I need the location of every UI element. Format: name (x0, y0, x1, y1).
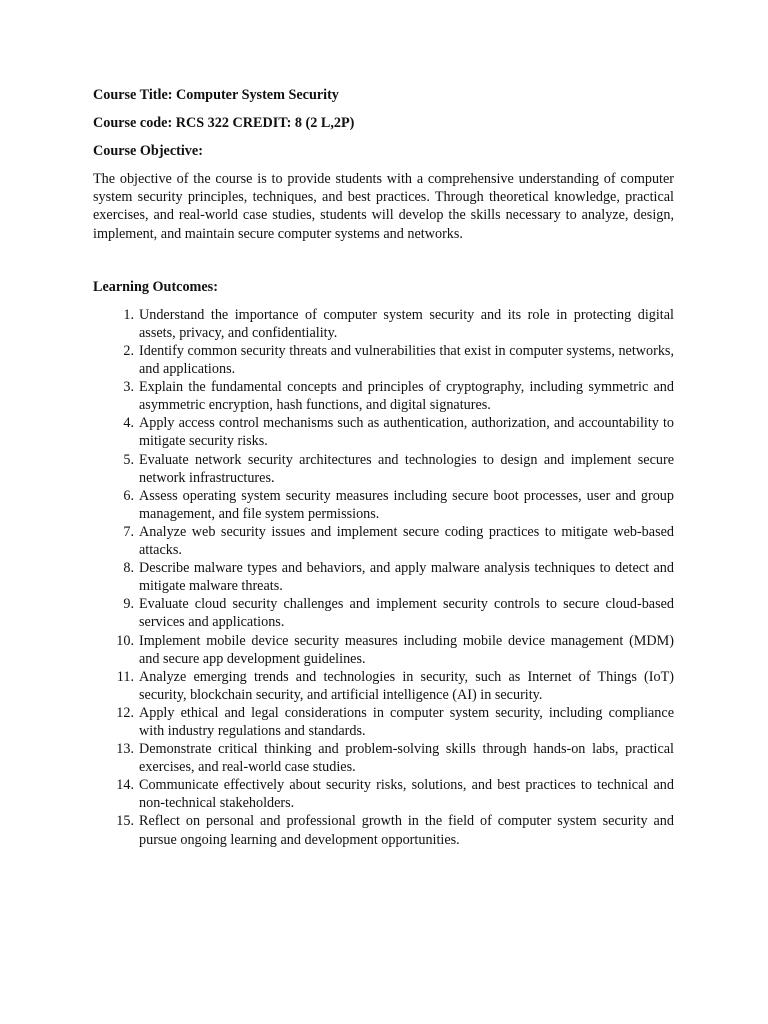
list-item-text: Analyze emerging trends and technologies in security, such as Internet of Things (IoT) security, blockchain security, and artificial intelligence (AI) in security. (139, 668, 674, 703)
list-item (93, 595, 674, 631)
list-item-number: 7. (123, 523, 134, 540)
list-item (93, 306, 674, 342)
list-item-number: 8. (123, 560, 134, 577)
list-item-text: Reflect on personal and professional growth in the field of computer system security and pursue ongoing learning and development opportunities. (139, 813, 674, 848)
list-item-text: Identify common security threats and vulnerabilities that exist in computer systems, networks, and applications. (139, 343, 674, 378)
list-item (93, 559, 674, 595)
list-item-text: Evaluate cloud security challenges and implement security controls to secure cloud-based services and applications. (139, 596, 674, 631)
list-item-number: 14. (116, 777, 134, 794)
list-item (93, 668, 674, 704)
list-item-text: Communicate effectively about security risks, solutions, and best practices to technical and non-technical stakeholders. (139, 777, 674, 812)
list-item-number: 10. (116, 632, 134, 649)
list-item-number: 9. (123, 596, 134, 613)
list-item-text: Describe malware types and behaviors, and apply malware analysis techniques to detect and mitigate malware threats. (139, 560, 674, 595)
list-item-number: 12. (116, 704, 134, 721)
list-item (93, 378, 674, 414)
outcomes-heading: Learning Outcomes: (93, 278, 218, 295)
list-item-number: 3. (123, 379, 134, 396)
list-item (93, 414, 674, 450)
list-item-number: 4. (123, 415, 134, 432)
list-item-number: 11. (116, 668, 134, 685)
list-item-text: Apply access control mechanisms such as authentication, authorization, and accountability to mitigate security risks. (139, 415, 674, 450)
list-item (93, 704, 674, 740)
list-item-number: 1. (123, 306, 134, 323)
list-item-text: Assess operating system security measures including secure boot processes, user and group management, and file system permissions. (139, 487, 674, 522)
list-item-text: Analyze web security issues and implement secure coding practices to mitigate web-based attacks. (139, 523, 674, 559)
list-item (93, 487, 674, 523)
list-item-text: Implement mobile device security measures including mobile device management (MDM) and secure app development guidelines. (139, 632, 674, 667)
list-item-number: 15. (116, 813, 134, 830)
list-item-number: 13. (116, 741, 134, 758)
objective-heading: Course Objective: (93, 143, 203, 159)
course-code: Course code: RCS 322 CREDIT: 8 (2 L,2P) (93, 115, 355, 131)
list-item (93, 523, 674, 559)
list-item-number: 6. (123, 487, 134, 504)
course-title: Course Title: Computer System Security (93, 87, 339, 103)
list-item (93, 451, 674, 487)
document-page (93, 86, 674, 849)
list-item-text: Explain the fundamental concepts and principles of cryptography, including symmetric and asymmetric encryption, hash functions, and digital signatures. (139, 379, 674, 414)
list-item (93, 812, 674, 848)
list-item (93, 632, 674, 668)
list-item (93, 776, 674, 812)
list-item-number: 2. (123, 343, 134, 359)
list-item-number: 5. (123, 451, 134, 468)
list-item-text: Evaluate network security architectures and technologies to design and implement secure network infrastructures. (139, 451, 674, 486)
objective-paragraph: The objective of the course is to provide students with a comprehensive understanding of computer system security principles, techniques, and best practices. Through theoretical knowledge, practical exercises, and real-world case studies, students will develop the skills necessary to analyze, design, implement, and maintain secure computer systems and networks. (93, 171, 674, 242)
outcomes-list (93, 306, 674, 849)
list-item-text: Apply ethical and legal considerations in computer system security, including compliance with industry regulations and standards. (139, 704, 674, 739)
list-item (93, 342, 674, 378)
list-item-text: Demonstrate critical thinking and problem-solving skills through hands-on labs, practical exercises, and real-world case studies. (139, 741, 674, 776)
list-item (93, 740, 674, 776)
list-item-text: Understand the importance of computer system security and its role in protecting digital assets, privacy, and confidentiality. (139, 306, 674, 341)
